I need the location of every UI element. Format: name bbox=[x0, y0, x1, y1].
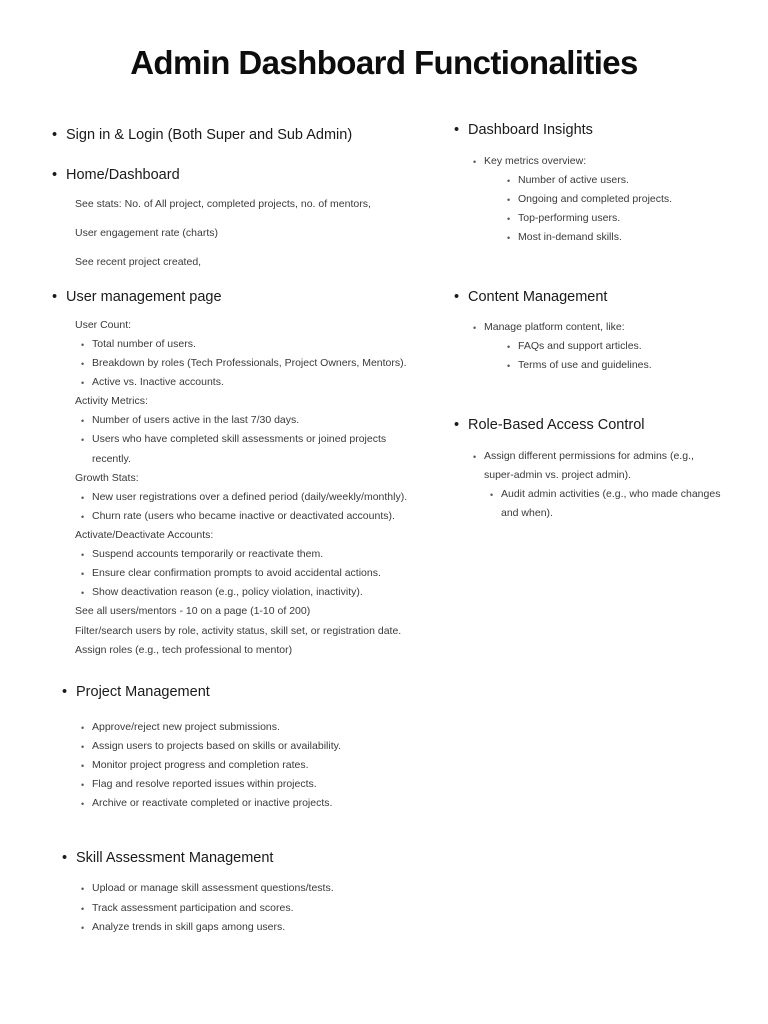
list-bullet: • bbox=[490, 490, 494, 500]
list-bullet: • bbox=[81, 799, 85, 809]
list-bullet: • bbox=[81, 359, 85, 369]
home-line: See stats: No. of All project, completed projects, no. of mentors, bbox=[75, 198, 371, 210]
list-bullet: • bbox=[473, 157, 477, 167]
home-line: User engagement rate (charts) bbox=[75, 227, 218, 239]
list-item: Monitor project progress and completion rates. bbox=[92, 759, 309, 771]
list-bullet: • bbox=[81, 723, 85, 733]
list-bullet: • bbox=[81, 742, 85, 752]
list-bullet: • bbox=[507, 361, 511, 371]
section-bullet: • bbox=[454, 289, 460, 305]
list-item: Approve/reject new project submissions. bbox=[92, 721, 280, 733]
list-bullet: • bbox=[81, 416, 85, 426]
list-item: Most in-demand skills. bbox=[518, 231, 622, 243]
list-bullet: • bbox=[507, 342, 511, 352]
user-mgmt-line: Filter/search users by role, activity status, skill set, or registration date. bbox=[75, 625, 402, 637]
list-bullet: • bbox=[473, 323, 477, 333]
section-bullet: • bbox=[62, 684, 68, 700]
list-bullet: • bbox=[81, 588, 85, 598]
rbac-sub-continued: super-admin vs. project admin). bbox=[484, 469, 632, 481]
content-heading: Content Management bbox=[468, 289, 608, 305]
section-bullet: • bbox=[52, 127, 58, 143]
list-item: Audit admin activities (e.g., who made changes bbox=[501, 488, 721, 500]
page-title: Admin Dashboard Functionalities bbox=[130, 44, 638, 81]
list-bullet: • bbox=[81, 378, 85, 388]
list-bullet: • bbox=[507, 195, 511, 205]
list-item: Track assessment participation and scores. bbox=[92, 902, 294, 914]
rbac-sub: Assign different permissions for admins (e.g., bbox=[484, 450, 694, 462]
list-bullet: • bbox=[81, 904, 85, 914]
list-item: Analyze trends in skill gaps among users. bbox=[92, 921, 286, 933]
list-bullet: • bbox=[81, 435, 85, 445]
home-heading: Home/Dashboard bbox=[66, 167, 180, 183]
list-item-continued: recently. bbox=[92, 453, 131, 465]
list-item: Upload or manage skill assessment questions/tests. bbox=[92, 882, 334, 894]
signin-heading: Sign in & Login (Both Super and Sub Admin) bbox=[66, 127, 353, 143]
list-item: Number of users active in the last 7/30 days. bbox=[92, 414, 300, 426]
section-bullet: • bbox=[454, 417, 460, 433]
list-item: New user registrations over a defined period (daily/weekly/monthly). bbox=[92, 491, 408, 503]
activity-label: Activity Metrics: bbox=[75, 395, 148, 407]
list-item: Number of active users. bbox=[518, 174, 629, 186]
user-mgmt-line: Assign roles (e.g., tech professional to mentor) bbox=[75, 644, 293, 656]
list-bullet: • bbox=[81, 569, 85, 579]
user-mgmt-heading: User management page bbox=[66, 289, 222, 305]
list-bullet: • bbox=[81, 550, 85, 560]
growth-label: Growth Stats: bbox=[75, 472, 139, 484]
list-bullet: • bbox=[81, 884, 85, 894]
list-item-continued: and when). bbox=[501, 507, 553, 519]
section-bullet: • bbox=[52, 289, 58, 305]
list-bullet: • bbox=[81, 340, 85, 350]
list-item: Ongoing and completed projects. bbox=[518, 193, 673, 205]
list-item: Churn rate (users who became inactive or deactivated accounts). bbox=[92, 510, 395, 522]
section-bullet: • bbox=[62, 850, 68, 866]
list-item: Ensure clear confirmation prompts to avoid accidental actions. bbox=[92, 567, 381, 579]
list-bullet: • bbox=[81, 923, 85, 933]
list-item: FAQs and support articles. bbox=[518, 340, 642, 352]
section-bullet: • bbox=[52, 167, 58, 183]
list-item: Top-performing users. bbox=[518, 212, 621, 224]
user-mgmt-line: See all users/mentors - 10 on a page (1-10 of 200) bbox=[75, 605, 311, 617]
list-bullet: • bbox=[473, 452, 477, 462]
list-bullet: • bbox=[81, 493, 85, 503]
list-item: Flag and resolve reported issues within projects. bbox=[92, 778, 317, 790]
activate-label: Activate/Deactivate Accounts: bbox=[75, 529, 214, 541]
list-item: Total number of users. bbox=[92, 338, 196, 350]
list-item: Users who have completed skill assessments or joined projects bbox=[92, 433, 387, 445]
skill-mgmt-heading: Skill Assessment Management bbox=[76, 850, 274, 866]
list-bullet: • bbox=[81, 512, 85, 522]
list-item: Archive or reactivate completed or inactive projects. bbox=[92, 797, 333, 809]
project-mgmt-heading: Project Management bbox=[76, 684, 210, 700]
list-item: Active vs. Inactive accounts. bbox=[92, 376, 224, 388]
list-bullet: • bbox=[507, 214, 511, 224]
user-count-label: User Count: bbox=[75, 319, 132, 331]
insights-heading: Dashboard Insights bbox=[468, 122, 593, 138]
list-item: Breakdown by roles (Tech Professionals, Project Owners, Mentors). bbox=[92, 357, 407, 369]
list-item: Show deactivation reason (e.g., policy violation, inactivity). bbox=[92, 586, 363, 598]
home-line: See recent project created, bbox=[75, 256, 202, 268]
list-bullet: • bbox=[507, 176, 511, 186]
insights-sub: Key metrics overview: bbox=[484, 155, 587, 167]
content-sub: Manage platform content, like: bbox=[484, 321, 625, 333]
rbac-heading: Role-Based Access Control bbox=[468, 417, 645, 433]
list-bullet: • bbox=[81, 761, 85, 771]
list-item: Assign users to projects based on skills or availability. bbox=[92, 740, 342, 752]
list-item: Terms of use and guidelines. bbox=[518, 359, 652, 371]
list-bullet: • bbox=[81, 780, 85, 790]
section-bullet: • bbox=[454, 122, 460, 138]
list-bullet: • bbox=[507, 233, 511, 243]
list-item: Suspend accounts temporarily or reactivate them. bbox=[92, 548, 324, 560]
